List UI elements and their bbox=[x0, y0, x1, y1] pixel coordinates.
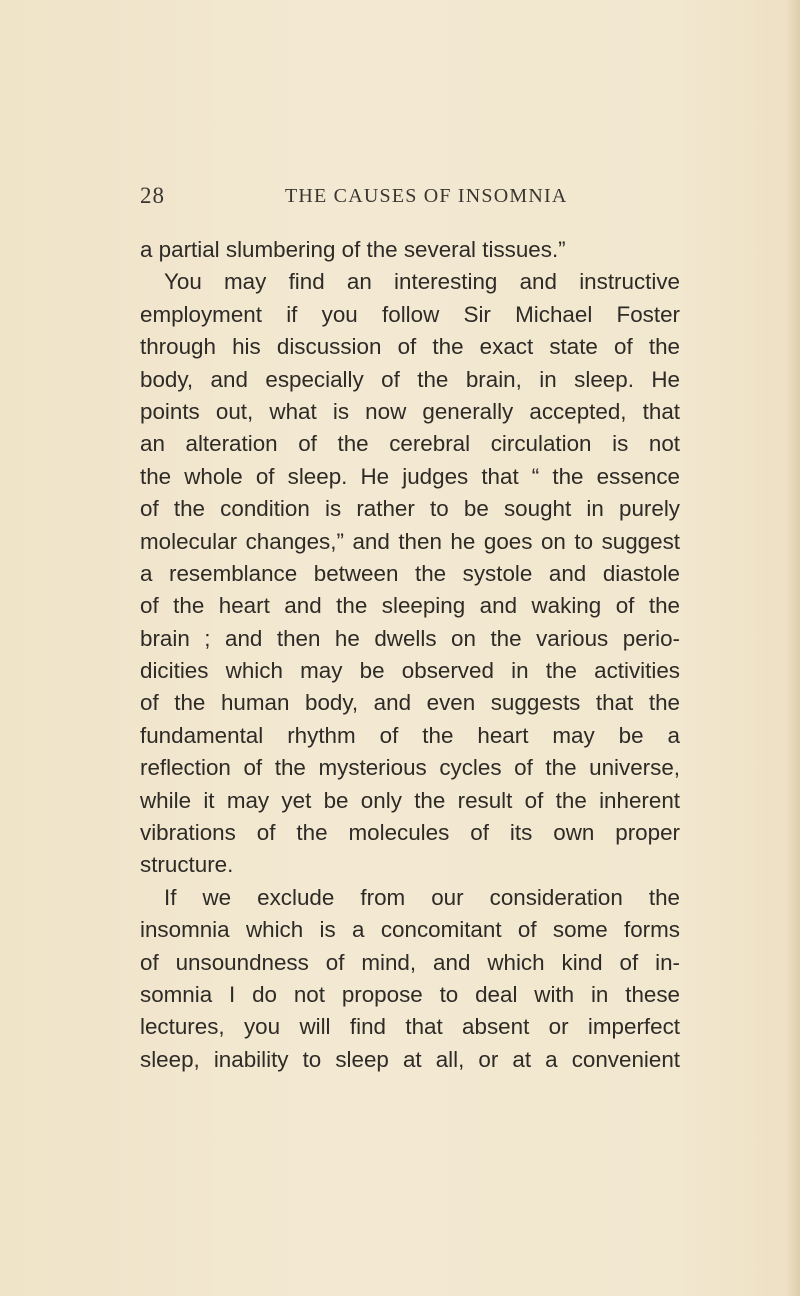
text-line: a partial slumbering of the several tissues.” bbox=[140, 237, 566, 262]
text-line: the whole of sleep. He judges that “ the essence bbox=[140, 463, 680, 489]
running-title: THE CAUSES OF INSOMNIA bbox=[285, 185, 568, 207]
text-line: lectures, you will find that absent or imperfect bbox=[140, 1014, 680, 1040]
text-line: structure. bbox=[140, 852, 234, 878]
text-line: an alteration of the cerebral circulation is not bbox=[140, 431, 680, 457]
text-line: vibrations of the molecules of its own proper bbox=[140, 820, 680, 846]
text-line: insomnia which is a concomitant of some forms bbox=[140, 917, 680, 943]
text-line: molecular changes,” and then he goes on to suggest bbox=[140, 528, 680, 554]
text-line: of the human body, and even suggests that the bbox=[140, 690, 680, 716]
text-line: employment if you follow Sir Michael Foster bbox=[140, 301, 680, 327]
text-line: somnia I do not propose to deal with in these bbox=[140, 981, 680, 1007]
text-line: You may find an interesting and instructive bbox=[164, 269, 680, 295]
text-line: of unsoundness of mind, and which kind of in- bbox=[140, 949, 680, 975]
text-line: dicities which may be observed in the activities bbox=[140, 658, 680, 684]
text-line: fundamental rhythm of the heart may be a bbox=[140, 722, 680, 748]
text-line: If we exclude from our consideration the bbox=[164, 884, 680, 910]
text-line: points out, what is now generally accepted, that bbox=[140, 398, 680, 424]
page-number: 28 bbox=[140, 183, 165, 208]
text-line: of the condition is rather to be sought in purely bbox=[140, 496, 680, 522]
text-line: of the heart and the sleeping and waking of the bbox=[140, 593, 680, 619]
text-line: brain ; and then he dwells on the various perio- bbox=[140, 625, 680, 651]
text-line: body, and especially of the brain, in sleep. He bbox=[140, 366, 680, 392]
text-line: reflection of the mysterious cycles of the universe, bbox=[140, 755, 680, 781]
text-line: sleep, inability to sleep at all, or at a convenient bbox=[140, 1046, 680, 1072]
text-line: while it may yet be only the result of the inherent bbox=[140, 787, 680, 813]
text-line: through his discussion of the exact state of the bbox=[140, 334, 680, 360]
text-line: a resemblance between the systole and diastole bbox=[140, 560, 680, 586]
body-text bbox=[140, 234, 680, 1076]
page-header bbox=[140, 183, 680, 217]
page-edge-shadow bbox=[786, 0, 800, 1296]
